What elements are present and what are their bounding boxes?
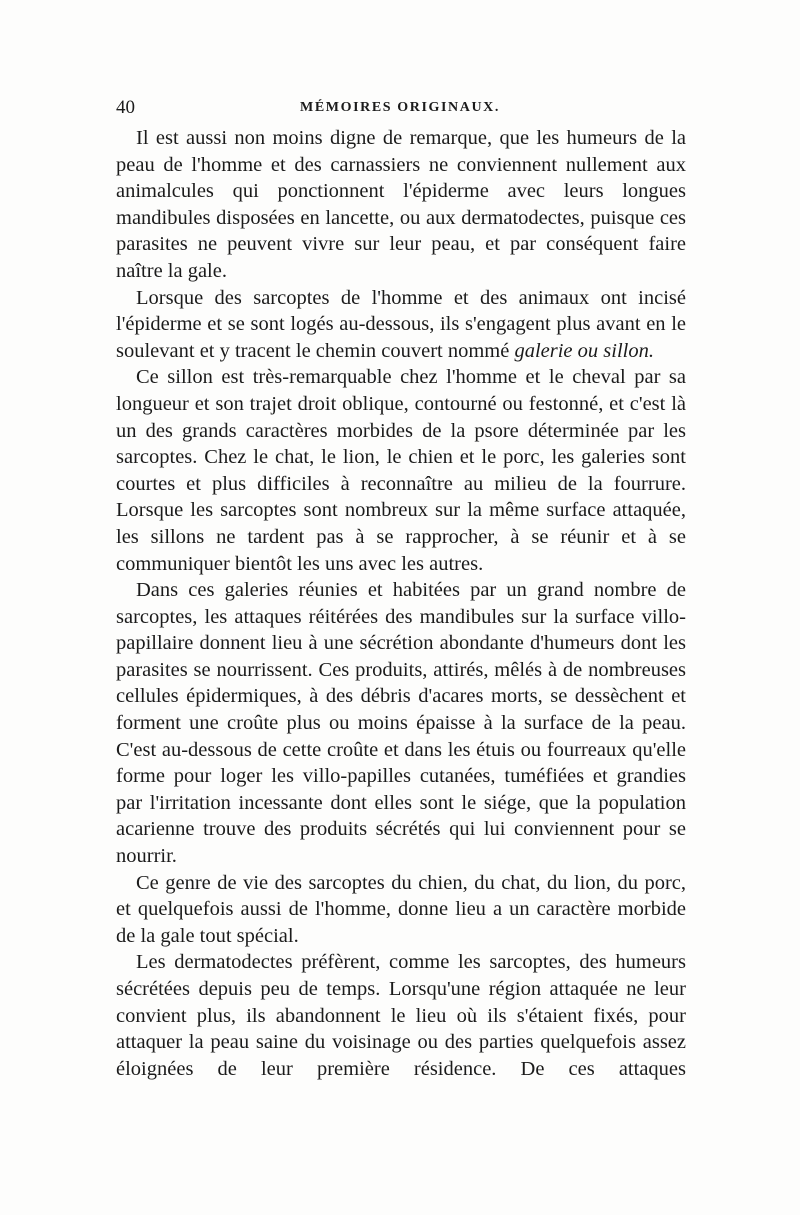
- paragraph-1: Il est aussi non moins digne de remarque, que les humeurs de la peau de l'homme et des carnassiers ne conviennent nullement aux animalcules qui ponctionnent l'épiderme avec leurs longues mandibules disposées en lancette, ou aux dermatodectes, puisque ces parasites ne peuvent vivre sur leur peau, et par conséquent faire naître la gale.: [116, 127, 686, 282]
- paragraph-2-text: Lorsque des sarcoptes de l'homme et des animaux ont incisé l'épiderme et se sont logés au-dessous, ils s'engagent plus avant en le soulevant et y tracent le chemin couvert nommé: [116, 286, 686, 362]
- body-text: [116, 125, 686, 1082]
- paragraph-4: Dans ces galeries réunies et habitées par un grand nombre de sarcoptes, les attaques réitérées des mandibules sur la surface villo-papillaire donnent lieu à une sécrétion abondante d'humeurs dont les parasites se nourrissent. Ces produits, attirés, mêlés à de nombreuses cellules épidermiques, à des débris d'acares morts, se dessèchent et forment une croûte plus ou moins épaisse à la surface de la peau. C'est au-dessous de cette croûte et dans les étuis ou fourreaux qu'elle forme pour loger les villo-papilles cutanées, tuméfiées et grandies par l'irritation incessante dont elles sont le siége, que la population acarienne trouve des produits sécrétés qui lui conviennent pour se nourrir.: [116, 579, 686, 868]
- paragraph-2: [116, 285, 686, 365]
- page-number: 40: [116, 97, 135, 118]
- paragraph-6: Les dermatodectes préfèrent, comme les sarcoptes, des humeurs sécrétées depuis peu de temps. Lorsqu'une région attaquée ne leur convient plus, ils abandonnent le lieu où ils s'étaient fixés, pour attaquer la peau saine du voisinage ou des parties quelquefois assez éloignées de leur première résidence. De ces attaques: [116, 951, 686, 1080]
- paragraph-5: Ce genre de vie des sarcoptes du chien, du chat, du lion, du porc, et quelquefois aussi de l'homme, donne lieu a un caractère morbide de la gale tout spécial.: [116, 871, 686, 947]
- running-head: MÉMOIRES ORIGINAUX.: [300, 100, 500, 115]
- page-header: [116, 96, 684, 122]
- paragraph-2-italic-term: galerie ou sillon.: [514, 339, 654, 362]
- paragraph-3: Ce sillon est très-remarquable chez l'homme et le cheval par sa longueur et son trajet droit oblique, contourné ou festonné, et c'est là un des grands caractères morbides de la psore déterminée par les sarcoptes. Chez le chat, le lion, le chien et le porc, les galeries sont courtes et plus difficiles à reconnaître au milieu de la fourrure. Lorsque les sarcoptes sont nombreux sur la même surface attaquée, les sillons ne tardent pas à se rapprocher, à se réunir et à se communiquer bientôt les uns avec les autres.: [116, 366, 686, 575]
